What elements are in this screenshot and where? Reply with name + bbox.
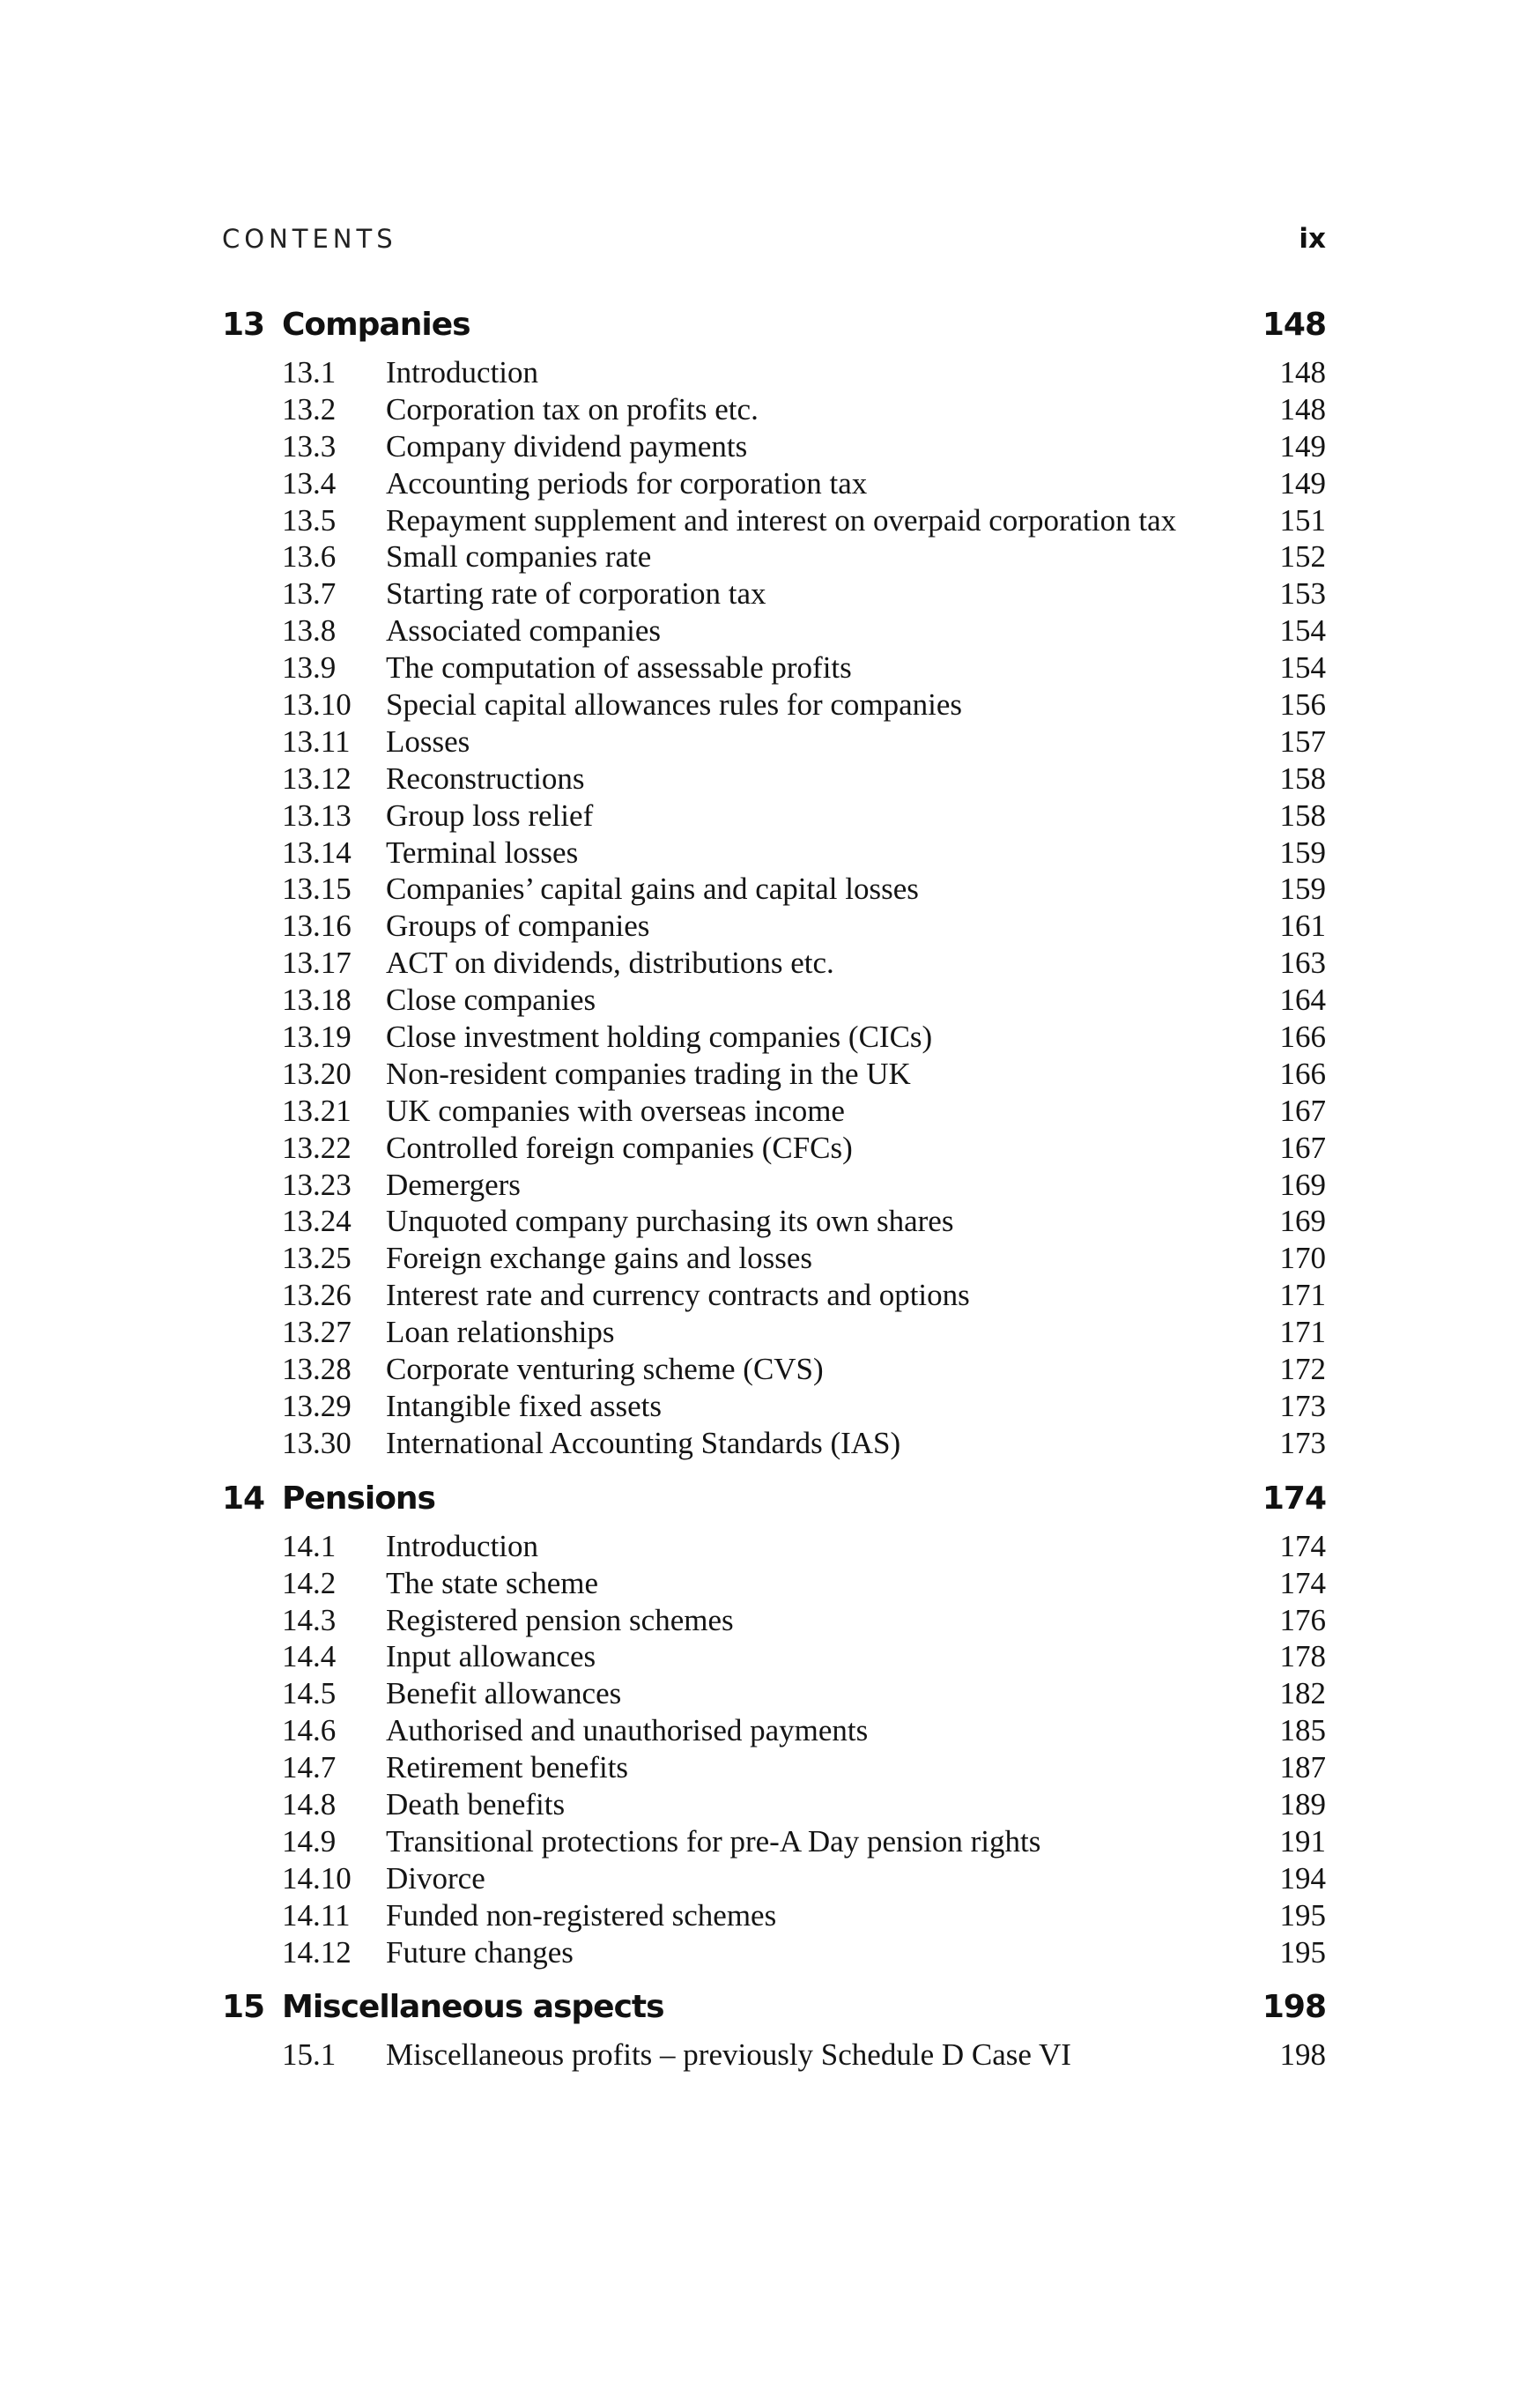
toc-entry[interactable] bbox=[222, 650, 1326, 687]
entry-page: 149 bbox=[1279, 465, 1326, 501]
section-number: 13.13 bbox=[282, 798, 352, 833]
entry-page: 187 bbox=[1279, 1750, 1326, 1785]
entry-page: 158 bbox=[1279, 761, 1326, 796]
entry-title: Future changes bbox=[386, 1934, 574, 1970]
entry-page: 194 bbox=[1279, 1860, 1326, 1896]
toc-entry[interactable] bbox=[222, 1529, 1326, 1566]
toc-entry[interactable] bbox=[222, 1204, 1326, 1241]
chapter-title: Companies bbox=[282, 307, 470, 343]
toc-entry[interactable] bbox=[222, 1935, 1326, 1972]
section-number: 13.30 bbox=[282, 1425, 352, 1460]
section-number: 14.7 bbox=[282, 1750, 337, 1785]
toc-entry[interactable] bbox=[222, 1750, 1326, 1787]
toc-entry[interactable] bbox=[222, 1131, 1326, 1168]
entry-title: Corporation tax on profits etc. bbox=[386, 391, 759, 427]
entry-title: Accounting periods for corporation tax bbox=[386, 465, 868, 501]
entry-page: 148 bbox=[1279, 391, 1326, 427]
entry-title: Groups of companies bbox=[386, 909, 650, 944]
section-number: 13.4 bbox=[282, 465, 337, 501]
entry-page: 174 bbox=[1279, 1528, 1326, 1563]
chapter-page: 148 bbox=[1262, 307, 1326, 343]
entry-page: 148 bbox=[1279, 355, 1326, 390]
toc-entry[interactable] bbox=[222, 429, 1326, 466]
entry-title: UK companies with overseas income bbox=[386, 1093, 845, 1128]
section-number: 13.6 bbox=[282, 539, 337, 575]
section-number: 14.4 bbox=[282, 1639, 337, 1674]
entry-page: 178 bbox=[1279, 1639, 1326, 1674]
chapter-page: 198 bbox=[1262, 1989, 1326, 2026]
section-number: 13.1 bbox=[282, 355, 337, 390]
contents-page bbox=[222, 223, 1326, 2074]
entry-page: 169 bbox=[1279, 1167, 1326, 1202]
toc-entry[interactable] bbox=[222, 613, 1326, 650]
toc-entry[interactable] bbox=[222, 539, 1326, 576]
toc-entry[interactable] bbox=[222, 1824, 1326, 1861]
section-number: 14.2 bbox=[282, 1565, 337, 1600]
toc-entry[interactable] bbox=[222, 1020, 1326, 1057]
section-number: 14.1 bbox=[282, 1528, 337, 1563]
entry-page: 156 bbox=[1279, 687, 1326, 723]
toc-entry[interactable] bbox=[222, 1352, 1326, 1389]
section-number: 13.9 bbox=[282, 650, 337, 686]
toc-entry[interactable] bbox=[222, 1676, 1326, 1713]
entry-title: Divorce bbox=[386, 1860, 485, 1896]
toc-entry[interactable] bbox=[222, 1898, 1326, 1935]
entry-title: Terminal losses bbox=[386, 835, 579, 870]
entry-page: 167 bbox=[1279, 1130, 1326, 1165]
entry-page: 195 bbox=[1279, 1897, 1326, 1933]
chapter-number: 14 bbox=[222, 1480, 265, 1517]
toc-entry[interactable] bbox=[222, 466, 1326, 503]
section-number: 14.12 bbox=[282, 1934, 352, 1970]
entry-page: 171 bbox=[1279, 1315, 1326, 1350]
toc-entry[interactable] bbox=[222, 1315, 1326, 1352]
entry-page: 164 bbox=[1279, 983, 1326, 1018]
section-number: 14.10 bbox=[282, 1860, 352, 1896]
toc-entry[interactable] bbox=[222, 1389, 1326, 1426]
toc-entry[interactable] bbox=[222, 724, 1326, 761]
page-number: ix bbox=[1299, 223, 1326, 255]
entry-title: Authorised and unauthorised payments bbox=[386, 1713, 869, 1748]
toc-entry[interactable] bbox=[222, 355, 1326, 392]
entry-page: 157 bbox=[1279, 723, 1326, 759]
toc-entry[interactable] bbox=[222, 1057, 1326, 1094]
chapter-heading-15[interactable] bbox=[222, 1989, 1326, 2025]
toc-entry[interactable] bbox=[222, 1094, 1326, 1131]
entry-page: 154 bbox=[1279, 613, 1326, 649]
entry-title: Death benefits bbox=[386, 1786, 566, 1822]
entry-title: The computation of assessable profits bbox=[386, 650, 852, 686]
entry-page: 154 bbox=[1279, 650, 1326, 686]
entry-title: Company dividend payments bbox=[386, 428, 748, 464]
section-number: 13.21 bbox=[282, 1093, 352, 1128]
entry-page: 182 bbox=[1279, 1676, 1326, 1711]
section-number: 13.11 bbox=[282, 723, 351, 759]
entry-page: 166 bbox=[1279, 1056, 1326, 1091]
entry-page: 151 bbox=[1279, 502, 1326, 538]
toc-entry[interactable] bbox=[222, 872, 1326, 909]
entry-page: 176 bbox=[1279, 1602, 1326, 1637]
section-number: 14.11 bbox=[282, 1897, 351, 1933]
entry-page: 185 bbox=[1279, 1713, 1326, 1748]
entry-title: ACT on dividends, distributions etc. bbox=[386, 946, 834, 981]
section-number: 15.1 bbox=[282, 2037, 337, 2073]
section-number: 14.3 bbox=[282, 1602, 337, 1637]
entry-page: 152 bbox=[1279, 539, 1326, 575]
entry-title: International Accounting Standards (IAS) bbox=[386, 1425, 901, 1460]
section-number: 13.10 bbox=[282, 687, 352, 723]
chapter-title: Miscellaneous aspects bbox=[282, 1989, 664, 2026]
entry-title: Small companies rate bbox=[386, 539, 652, 575]
entry-title: Introduction bbox=[386, 355, 539, 390]
entry-page: 172 bbox=[1279, 1352, 1326, 1387]
chapter-page: 174 bbox=[1262, 1480, 1326, 1517]
entry-title: Controlled foreign companies (CFCs) bbox=[386, 1130, 853, 1165]
entry-page: 158 bbox=[1279, 798, 1326, 833]
entry-page: 167 bbox=[1279, 1093, 1326, 1128]
toc-entry[interactable] bbox=[222, 909, 1326, 946]
entry-title: Close companies bbox=[386, 983, 596, 1018]
entry-title: Funded non-registered schemes bbox=[386, 1897, 777, 1933]
section-number: 13.24 bbox=[282, 1204, 352, 1239]
entry-title: Registered pension schemes bbox=[386, 1602, 734, 1637]
section-number: 13.19 bbox=[282, 1020, 352, 1055]
entry-page: 159 bbox=[1279, 872, 1326, 907]
entry-title: Starting rate of corporation tax bbox=[386, 576, 766, 612]
entry-page: 163 bbox=[1279, 946, 1326, 981]
section-number: 13.27 bbox=[282, 1315, 352, 1350]
section-number: 13.7 bbox=[282, 576, 337, 612]
entry-title: Loan relationships bbox=[386, 1315, 615, 1350]
entry-title: Input allowances bbox=[386, 1639, 596, 1674]
toc-entry[interactable] bbox=[222, 1566, 1326, 1603]
entry-page: 198 bbox=[1279, 2037, 1326, 2073]
toc-entry[interactable] bbox=[222, 687, 1326, 724]
toc-entry[interactable] bbox=[222, 1861, 1326, 1898]
entry-page: 161 bbox=[1279, 909, 1326, 944]
toc-entry[interactable] bbox=[222, 1426, 1326, 1463]
entry-title: Retirement benefits bbox=[386, 1750, 629, 1785]
section-number: 13.15 bbox=[282, 872, 352, 907]
section-number: 13.20 bbox=[282, 1056, 352, 1091]
entry-page: 166 bbox=[1279, 1020, 1326, 1055]
chapter-title: Pensions bbox=[282, 1480, 435, 1517]
section-number: 14.5 bbox=[282, 1676, 337, 1711]
section-number: 13.28 bbox=[282, 1352, 352, 1387]
section-number: 13.12 bbox=[282, 761, 352, 796]
running-title: CONTENTS bbox=[222, 224, 397, 254]
entry-page: 191 bbox=[1279, 1823, 1326, 1859]
section-number: 13.14 bbox=[282, 835, 352, 870]
toc-entry[interactable] bbox=[222, 1713, 1326, 1750]
chapter-heading-14[interactable] bbox=[222, 1480, 1326, 1517]
toc-entry[interactable] bbox=[222, 576, 1326, 613]
section-number: 13.5 bbox=[282, 502, 337, 538]
section-number: 13.18 bbox=[282, 983, 352, 1018]
entry-title: Intangible fixed assets bbox=[386, 1388, 662, 1423]
toc-entry[interactable] bbox=[222, 1639, 1326, 1676]
section-number: 13.16 bbox=[282, 909, 352, 944]
chapter-14-entries bbox=[222, 1529, 1326, 1972]
section-number: 13.22 bbox=[282, 1130, 352, 1165]
entry-title: Repayment supplement and interest on overpaid corporation tax bbox=[386, 502, 1177, 538]
entry-title: Non-resident companies trading in the UK bbox=[386, 1056, 911, 1091]
entry-title: Associated companies bbox=[386, 613, 661, 649]
section-number: 13.29 bbox=[282, 1388, 352, 1423]
entry-title: Corporate venturing scheme (CVS) bbox=[386, 1352, 824, 1387]
chapter-15-entries bbox=[222, 2037, 1326, 2074]
entry-title: Transitional protections for pre-A Day pension rights bbox=[386, 1823, 1041, 1859]
section-number: 13.8 bbox=[282, 613, 337, 649]
entry-title: The state scheme bbox=[386, 1565, 599, 1600]
toc-entry[interactable] bbox=[222, 983, 1326, 1020]
section-number: 13.26 bbox=[282, 1278, 352, 1313]
section-number: 13.2 bbox=[282, 391, 337, 427]
entry-page: 149 bbox=[1279, 428, 1326, 464]
running-head bbox=[222, 223, 1326, 262]
section-number: 14.6 bbox=[282, 1713, 337, 1748]
entry-page: 195 bbox=[1279, 1934, 1326, 1970]
toc-entry[interactable] bbox=[222, 798, 1326, 835]
entry-title: Unquoted company purchasing its own shares bbox=[386, 1204, 954, 1239]
toc-entry[interactable] bbox=[222, 1787, 1326, 1824]
entry-page: 171 bbox=[1279, 1278, 1326, 1313]
section-number: 14.9 bbox=[282, 1823, 337, 1859]
entry-title: Companies’ capital gains and capital losses bbox=[386, 872, 919, 907]
entry-page: 170 bbox=[1279, 1241, 1326, 1276]
toc-entry[interactable] bbox=[222, 946, 1326, 983]
entry-page: 173 bbox=[1279, 1425, 1326, 1460]
entry-page: 159 bbox=[1279, 835, 1326, 870]
section-number: 13.25 bbox=[282, 1241, 352, 1276]
chapter-heading-13[interactable] bbox=[222, 307, 1326, 343]
section-number: 13.23 bbox=[282, 1167, 352, 1202]
toc-entry[interactable] bbox=[222, 2037, 1326, 2074]
toc-entry[interactable] bbox=[222, 1603, 1326, 1640]
toc-entry[interactable] bbox=[222, 1278, 1326, 1315]
entry-title: Demergers bbox=[386, 1167, 521, 1202]
toc-entry[interactable] bbox=[222, 761, 1326, 798]
toc-entry[interactable] bbox=[222, 835, 1326, 872]
section-number: 13.17 bbox=[282, 946, 352, 981]
section-number: 14.8 bbox=[282, 1786, 337, 1822]
entry-title: Miscellaneous profits – previously Schedule D Case VI bbox=[386, 2037, 1071, 2073]
entry-title: Special capital allowances rules for companies bbox=[386, 687, 963, 723]
chapter-number: 13 bbox=[222, 307, 265, 343]
toc-entry[interactable] bbox=[222, 1241, 1326, 1278]
entry-title: Close investment holding companies (CICs) bbox=[386, 1020, 933, 1055]
entry-title: Interest rate and currency contracts and options bbox=[386, 1278, 970, 1313]
entry-title: Introduction bbox=[386, 1528, 539, 1563]
entry-title: Foreign exchange gains and losses bbox=[386, 1241, 813, 1276]
entry-page: 173 bbox=[1279, 1388, 1326, 1423]
entry-page: 153 bbox=[1279, 576, 1326, 612]
section-number: 13.3 bbox=[282, 428, 337, 464]
entry-title: Group loss relief bbox=[386, 798, 594, 833]
entry-page: 169 bbox=[1279, 1204, 1326, 1239]
chapter-13-entries bbox=[222, 355, 1326, 1463]
entry-title: Benefit allowances bbox=[386, 1676, 622, 1711]
toc-entry[interactable] bbox=[222, 503, 1326, 540]
entry-title: Reconstructions bbox=[386, 761, 585, 796]
chapter-number: 15 bbox=[222, 1989, 265, 2026]
entry-title: Losses bbox=[386, 723, 470, 759]
entry-page: 189 bbox=[1279, 1786, 1326, 1822]
toc-entry[interactable] bbox=[222, 392, 1326, 429]
toc-entry[interactable] bbox=[222, 1168, 1326, 1205]
entry-page: 174 bbox=[1279, 1565, 1326, 1600]
